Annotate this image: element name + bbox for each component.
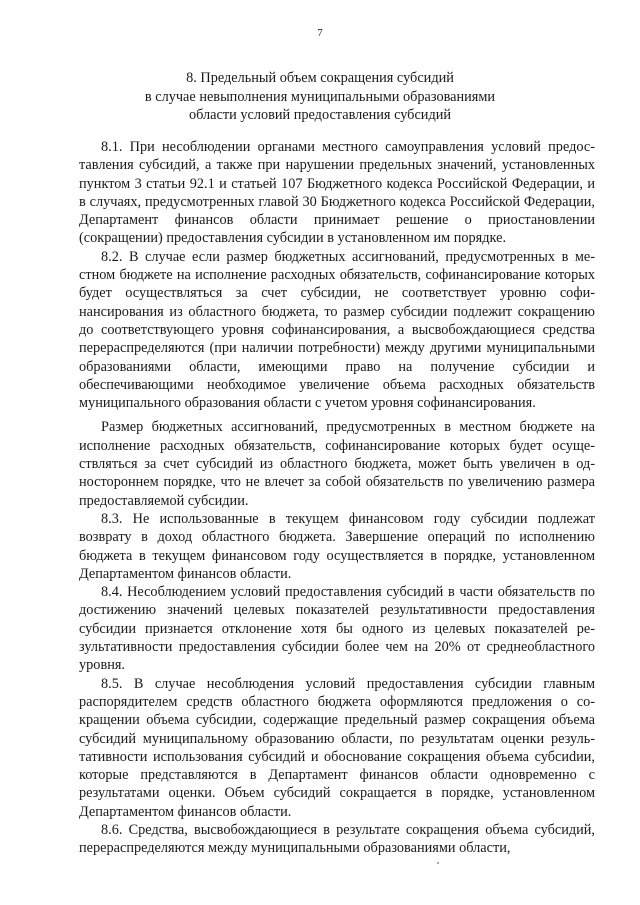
body-text (79, 138, 595, 858)
paragraph-8-5: 8.5. В случае несоблюдения условий предоставления субсидии главным распорядителем средств областного бюджета оформляются предложения о сокращении объема субсидии, содержащие предельный размер сокращения объема субсидий муниципальному образованию области, по результатам оценки результативности использования субсидий и обоснование сокращения объема субсиdии, которые представляются в Департамент финансов области одновременно с результатами оценки. Объем субсидий сокращается в порядке, установленном Департаментом финансов области. (79, 675, 595, 820)
section-heading-line-3: области условий предоставления субсидий (188, 107, 452, 123)
paragraph-8-2: 8.2. В случае если размер бюджетных ассигнований, предусмотренных в местном бюджете на исполнение расходных обязательств, софинансирование которых будет осуществляться за счет субсидии, не соответствует уровню софинансирования из областного бюджета, то размер субсидии подлежит сокращению до соответствующего уровня софинансирования, а высвобождающиеся средства перераспределяются (при наличии потребности) между другими муниципальными образованиями области, имеющими право на получение субсидии и обеспечивающими необходимое увеличение объема расходных обязательств муниципального образования области с учетом уровня софинансирования. (79, 248, 595, 412)
section-heading-line-2: в случае невыполнения муниципальными образованиями (144, 88, 496, 105)
scan-speck (437, 862, 439, 864)
paragraph-8-1: 8.1. При несоблюдении органами местного самоуправления условий предоставления субсидий, а также при нарушении предельных значений, установленных пунктом 3 статьи 92.1 и статьей 107 Бюджетного кодекса Российской Федерации, и в случаях, предусмотренных главой 30 Бюджетного кодекса Российской Федерации, Департамент финансов области принимает решение о приостановлении (сокращении) предоставления субсидии в установленном им порядке. (79, 139, 595, 247)
page-number: 7 (317, 27, 323, 39)
paragraph-8-4: 8.4. Несоблюдением условий предоставления субсидий в части обязательств по достижению значений целевых показателей результативности предоставления субсидии признается отклонение хотя бы одного из целевых показателей результативности предоставления субсидии более чем на 20% от среднеобластного уровня. (79, 584, 595, 674)
section-heading (80, 69, 560, 125)
paragraph-8-3: 8.3. Не использованные в текущем финансовом году субсидии подлежат возврату в доход областного бюджета. Завершение операций по исполнению бюджета в текущем финансовом году осуществляется в порядке, установленном Департаментом финансов области. (79, 510, 595, 582)
paragraph-8-6: 8.6. Средства, высвобождающиеся в результате сокращения объема субсидий, перераспределяются между муниципальными образованиями области, (79, 821, 595, 857)
paragraph-8-2-continued: Размер бюджетных ассигнований, предусмотренных в местном бюджете на исполнение расходных обязательств, софинансирование которых будет осуществляться за счет субсидий из областного бюджета, может быть увеличен в одностороннем порядке, что не влечет за собой обязательств по увеличению размера предоставляемой субсидии. (79, 419, 595, 509)
section-heading-line-1: 8. Предельный объем сокращения субсидий (186, 70, 454, 86)
